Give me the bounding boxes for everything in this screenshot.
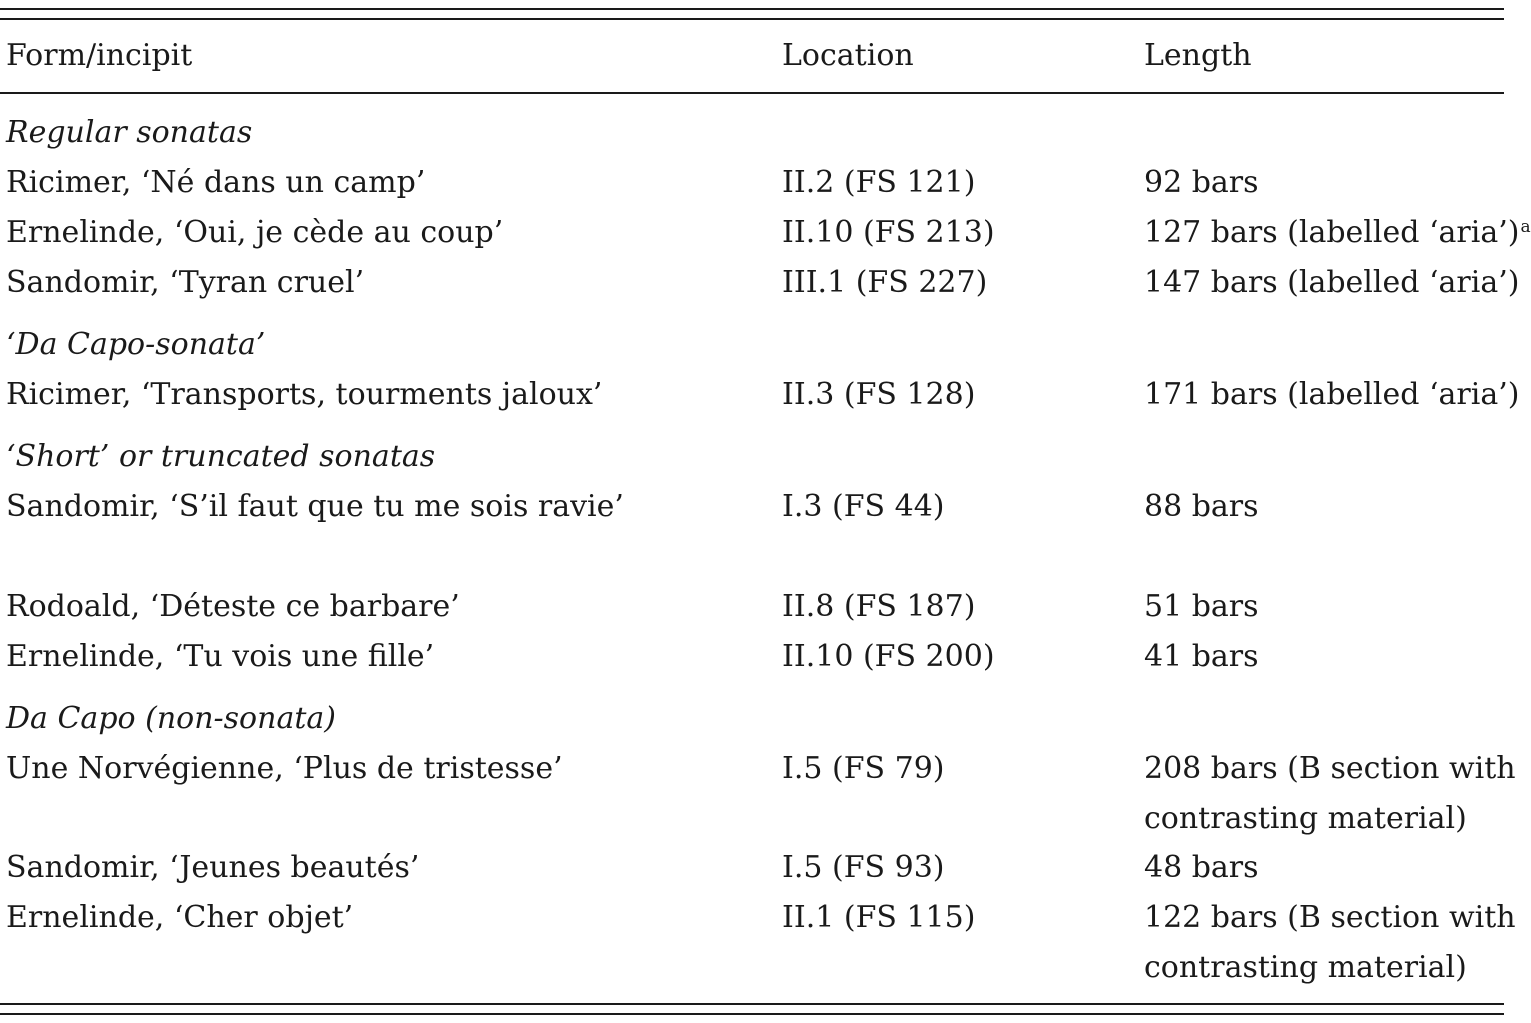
row-location: II.8 (FS 187)	[782, 589, 976, 624]
row-location: II.3 (FS 128)	[782, 377, 976, 412]
row-location: II.1 (FS 115)	[782, 900, 976, 935]
row-form: Une Norvégienne, ‘Plus de tristesse’	[6, 751, 563, 786]
row-length: 41 bars	[1144, 639, 1259, 674]
row-length-continued: contrasting material)	[1144, 950, 1467, 985]
row-form: Ernelinde, ‘Oui, je cède au coup’	[6, 215, 504, 250]
row-location: III.1 (FS 227)	[782, 265, 988, 300]
footnote-marker: a	[1520, 217, 1531, 237]
bottom-rule-inner	[0, 1003, 1504, 1005]
section-heading-short: ‘Short’ or truncated sonatas	[6, 439, 436, 474]
row-length: 51 bars	[1144, 589, 1259, 624]
row-location: II.2 (FS 121)	[782, 165, 976, 200]
row-form: Ernelinde, ‘Tu vois une fille’	[6, 639, 435, 674]
row-form: Ricimer, ‘Transports, tourments jaloux’	[6, 377, 603, 412]
section-heading-dacapo-non: Da Capo (non-sonata)	[6, 701, 336, 736]
row-length: 92 bars	[1144, 165, 1259, 200]
row-form: Rodoald, ‘Déteste ce barbare’	[6, 589, 460, 624]
row-length: 147 bars (labelled ‘aria’)	[1144, 265, 1520, 300]
row-length: 88 bars	[1144, 489, 1259, 524]
row-length: 122 bars (B section with	[1144, 900, 1516, 935]
bottom-rule-outer	[0, 1013, 1504, 1015]
row-location: I.5 (FS 93)	[782, 850, 945, 885]
section-heading-regular: Regular sonatas	[6, 115, 253, 150]
section-heading-dacapo-sonata: ‘Da Capo-sonata’	[6, 327, 266, 362]
row-length-continued: contrasting material)	[1144, 801, 1467, 836]
row-location: II.10 (FS 200)	[782, 639, 995, 674]
row-length-with-note	[1144, 208, 1531, 258]
top-rule-inner	[0, 18, 1504, 20]
header-location: Location	[782, 38, 914, 73]
row-form: Ricimer, ‘Né dans un camp’	[6, 165, 426, 200]
row-length: 208 bars (B section with	[1144, 751, 1516, 786]
row-form: Sandomir, ‘Jeunes beautés’	[6, 850, 420, 885]
row-form: Ernelinde, ‘Cher objet’	[6, 900, 354, 935]
row-form: Sandomir, ‘Tyran cruel’	[6, 265, 365, 300]
header-rule	[0, 92, 1504, 94]
row-location: I.3 (FS 44)	[782, 489, 945, 524]
row-length: 48 bars	[1144, 850, 1259, 885]
header-form: Form/incipit	[6, 38, 193, 73]
row-length: 127 bars (labelled ‘aria’)	[1144, 215, 1520, 250]
row-location: II.10 (FS 213)	[782, 215, 995, 250]
header-length: Length	[1144, 38, 1252, 73]
row-location: I.5 (FS 79)	[782, 751, 945, 786]
top-rule-outer	[0, 8, 1504, 10]
row-form: Sandomir, ‘S’il faut que tu me sois ravie’	[6, 489, 624, 524]
row-length: 171 bars (labelled ‘aria’)	[1144, 377, 1520, 412]
